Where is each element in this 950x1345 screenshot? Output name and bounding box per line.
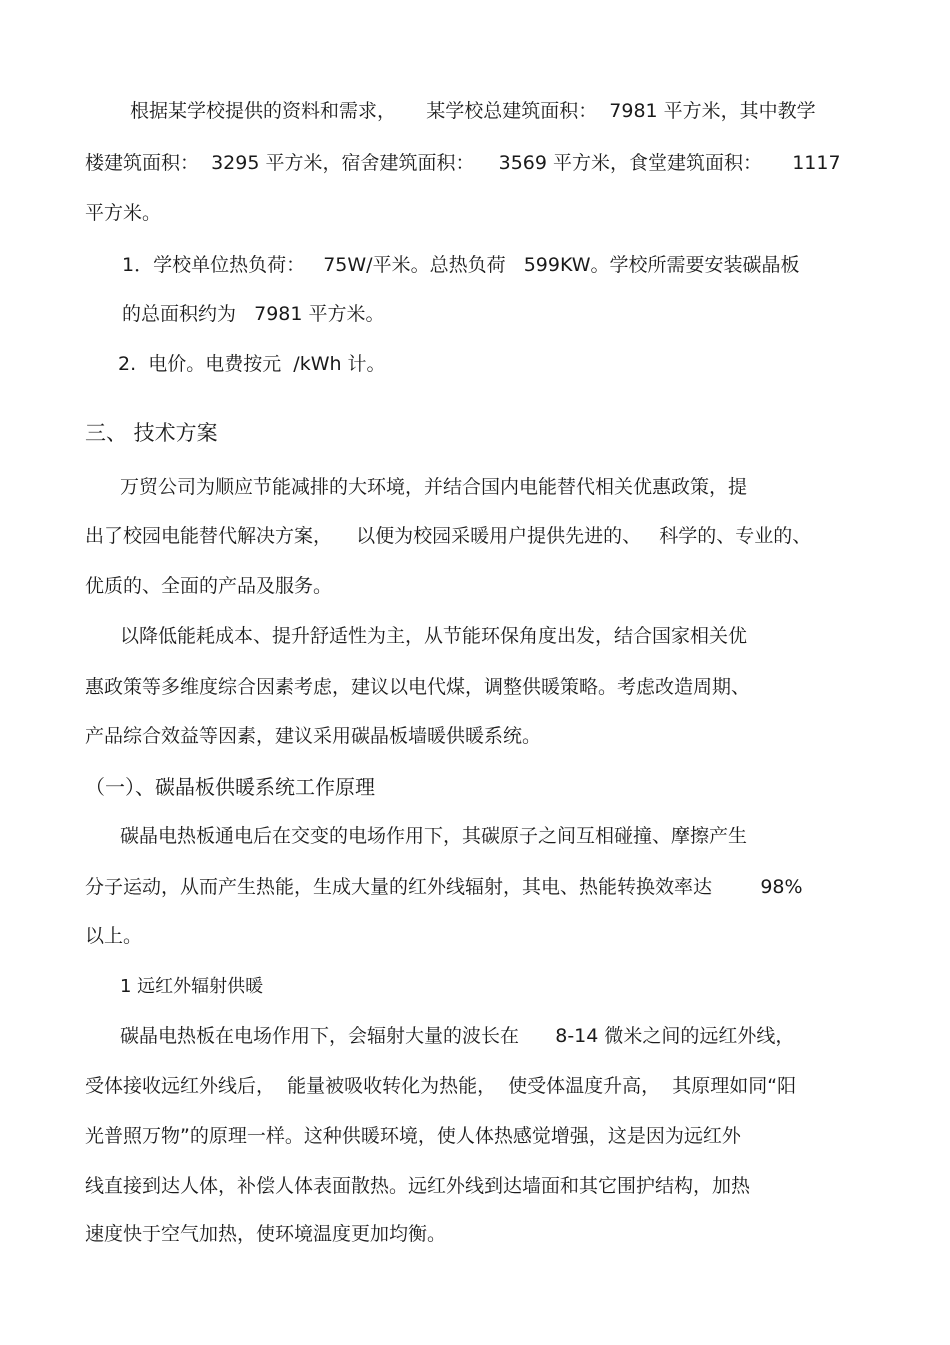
subsection-heading: （一）、碳晶板供暖系统工作原理 bbox=[85, 775, 375, 799]
list-item-continued: 的总面积约为 7981 平方米。 bbox=[122, 303, 385, 325]
text-line: 万贸公司为顺应节能减排的大环境，并结合国内电能替代相关优惠政策，提 bbox=[120, 476, 748, 498]
text-line: 根据某学校提供的资料和需求， 某学校总建筑面积： 7981 平方米，其中教学 bbox=[130, 100, 816, 122]
list-item: 2. 电价。电费按元 /kWh 计。 bbox=[118, 353, 386, 375]
section-heading: 三、 技术方案 bbox=[85, 421, 218, 445]
text-line: 惠政策等多维度综合因素考虑，建议以电代煤，调整供暖策略。考虑改造周期、 bbox=[85, 676, 751, 698]
text-line: 速度快于空气加热，使环境温度更加均衡。 bbox=[85, 1223, 447, 1245]
list-item: 1．学校单位热负荷： 75W/平米。总热负荷 599KW。学校所需要安装碳晶板 bbox=[122, 254, 800, 276]
text-line: 受体接收远红外线后， 能量被吸收转化为热能， 使受体温度升高， 其原理如同“阳 bbox=[85, 1075, 797, 1097]
text-line: 分子运动，从而产生热能，生成大量的红外线辐射，其电、热能转换效率达 98% bbox=[85, 876, 803, 898]
text-line: 产品综合效益等因素，建议采用碳晶板墙暖供暖系统。 bbox=[85, 725, 542, 747]
text-line: 光普照万物”的原理一样。这种供暖环境，使人体热感觉增强，这是因为远红外 bbox=[85, 1125, 741, 1147]
text-line: 平方米。 bbox=[85, 202, 162, 224]
text-line: 碳晶电热板在电场作用下，会辐射大量的波长在 8-14 微米之间的远红外线， bbox=[120, 1025, 795, 1047]
text-line: 优质的、全面的产品及服务。 bbox=[85, 575, 333, 597]
minor-heading: 1 远红外辐射供暖 bbox=[120, 976, 264, 997]
text-line: 以上。 bbox=[85, 925, 143, 947]
text-line: 碳晶电热板通电后在交变的电场作用下，其碳原子之间互相碰撞、摩擦产生 bbox=[120, 825, 748, 847]
text-line: 出了校园电能替代解决方案， 以便为校园采暖用户提供先进的、 科学的、专业的、 bbox=[85, 525, 812, 547]
text-line: 楼建筑面积： 3295 平方米，宿舍建筑面积： 3569 平方米，食堂建筑面积： 1117 bbox=[85, 152, 841, 174]
text-line: 以降低能耗成本、提升舒适性为主，从节能环保角度出发，结合国家相关优 bbox=[120, 625, 748, 647]
text-line: 线直接到达人体，补偿人体表面散热。远红外线到达墙面和其它围护结构，加热 bbox=[85, 1175, 751, 1197]
